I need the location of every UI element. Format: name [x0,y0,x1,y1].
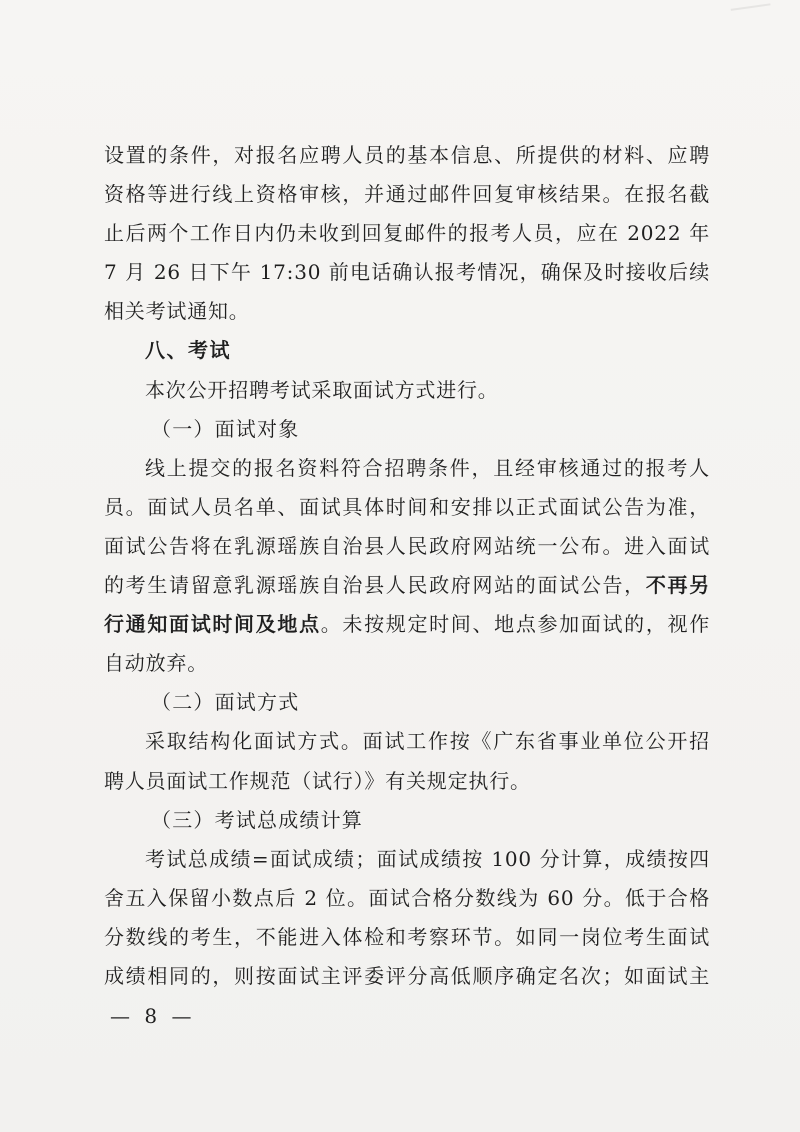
paragraph-line: 资格等进行线上资格审核，并通过邮件回复审核结果。在报名截 [104,182,710,207]
paragraph-line-with-bold [104,605,710,644]
subheading-interview-method: （二）面试方式 [151,690,300,715]
bold-text: 不再另 [645,573,711,598]
paragraph-text: 行通知面试时间及地点。未按规定时间、地点参加面试的，视作 [104,612,711,637]
subheading-interview-target: （一）面试对象 [151,416,300,441]
paragraph-line: 自动放弃。 [104,651,208,676]
bold-text: 行通知面试时间及地点 [104,612,321,637]
paragraph-line: 员。面试人员名单、面试具体时间和安排以正式面试公告为准， [104,494,710,519]
paragraph-line: 采取结构化面试方式。面试工作按《广东省事业单位公开招 [145,729,710,754]
paragraph-text: 的考生请留意乳源瑶族自治县人民政府网站的面试公告，不再另 [104,573,711,598]
paragraph-line-with-bold [104,566,710,605]
paragraph-line: 聘人员面试工作规范（试行）》有关规定执行。 [104,768,531,793]
page-number: — 8 — [110,1004,196,1028]
document-body [104,136,710,996]
subheading-total-score: （三）考试总成绩计算 [151,807,363,832]
paragraph-line: 面试公告将在乳源瑶族自治县人民政府网站统一公布。进入面试 [104,533,710,558]
paragraph-line: 设置的条件，对报名应聘人员的基本信息、所提供的材料、应聘 [104,143,710,167]
section-heading-exam: 八、考试 [145,338,231,363]
paragraph-line: 考试总成绩=面试成绩；面试成绩按 100 分计算，成绩按四 [145,846,710,871]
paragraph-line: 成绩相同的，则按面试主评委评分高低顺序确定名次；如面试主 [104,963,710,988]
paragraph-line: 线上提交的报名资料符合招聘条件，且经审核通过的报考人 [145,455,710,480]
paragraph-line: 舍五入保留小数点后 2 位。面试合格分数线为 60 分。低于合格 [104,885,710,910]
paragraph-line: 分数线的考生，不能进入体检和考察环节。如同一岗位考生面试 [104,924,710,949]
paragraph-line: 本次公开招聘考试采取面试方式进行。 [145,377,499,402]
paragraph-line: 止后两个工作日内仍未收到回复邮件的报考人员，应在 2022 年 [104,221,710,246]
scan-mark [731,3,774,30]
paragraph-line: 7 月 26 日下午 17:30 前电话确认报考情况，确保及时接收后续 [104,260,710,285]
paragraph-line: 相关考试通知。 [104,299,250,324]
